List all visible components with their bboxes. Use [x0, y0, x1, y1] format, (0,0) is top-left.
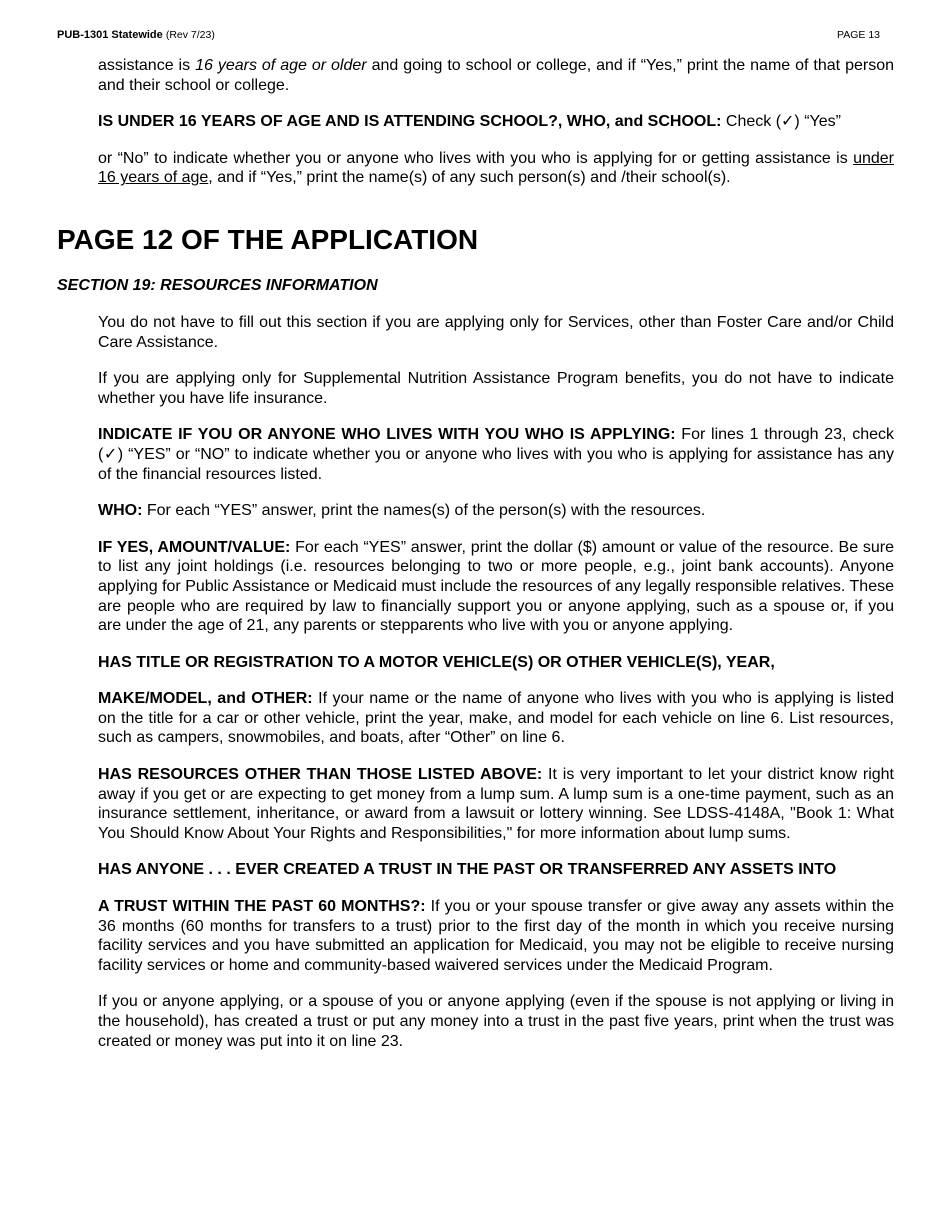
section-paragraph-1: You do not have to fill out this section if you are applying only for Services, other than Foster Care and/or Child Care Assistance.	[98, 313, 894, 351]
section-title: SECTION 19: RESOURCES INFORMATION	[57, 276, 378, 294]
intro-block	[98, 56, 894, 188]
section-paragraph-4: WHO: For each “YES” answer, print the names(s) of the person(s) with the resources.	[98, 502, 706, 520]
page-number: PAGE 13	[837, 29, 880, 41]
intro-paragraph-2: IS UNDER 16 YEARS OF AGE AND IS ATTENDING SCHOOL?, WHO, and SCHOOL: Check (✓) “Yes”	[98, 113, 841, 131]
section-paragraph-8: HAS RESOURCES OTHER THAN THOSE LISTED ABOVE: It is very important to let your district know right away if you get or are expecting to get money from a lump sum. A lump sum is a one-time payment, such as an insurance settlement, inheritance, or award from a lawsuit or lottery winning. See LDSS-4148A, "Book 1: What You Should Know About Your Rights and Responsibilities," for more information about lump sums.	[98, 766, 894, 842]
revision: (Rev 7/23)	[165, 29, 215, 41]
form-id: PUB-1301 Statewide	[57, 29, 163, 41]
vehicle-heading: HAS TITLE OR REGISTRATION TO A MOTOR VEHICLE(S) OR OTHER VEHICLE(S), YEAR,	[98, 653, 775, 671]
page-title: PAGE 12 OF THE APPLICATION	[57, 223, 479, 255]
section-body	[98, 313, 894, 1051]
page-header	[57, 27, 880, 43]
section-paragraph-3: INDICATE IF YOU OR ANYONE WHO LIVES WITH YOU WHO IS APPLYING: For lines 1 through 23, check (✓) “YES” or “NO” to indicate whether you or anyone who lives with you who is applying for assistance has any of the financial resources listed.	[98, 426, 895, 483]
intro-paragraph-3: or “No” to indicate whether you or anyone who lives with you who is applying for or getting assistance is under 16 years of age, and if “Yes,” print the name(s) of any such person(s) and /their school(s).	[98, 149, 894, 187]
section-paragraph-10: A TRUST WITHIN THE PAST 60 MONTHS?: If you or your spouse transfer or give away any assets within the 36 months (60 months for transfers to a trust) prior to the first day of the month in which you receive nursing facility services and you have submitted an application for Medicaid, you may not be eligible to receive nursing facility services or home and community-based waivered services under the Medicaid Program.	[98, 898, 895, 974]
section-paragraph-5: IF YES, AMOUNT/VALUE: For each “YES” answer, print the dollar ($) amount or value of the resource. Be sure to list any joint holdings (i.e. resources belonging to two or more people, e.g., joint bank accounts). Anyone applying for Public Assistance or Medicaid must include the resources of any legally responsible relatives. These are people who are required by law to financially support you or anyone applying, such as a spouse or, if you are under the age of 21, any parents or stepparents who live with you or anyone applying.	[98, 538, 894, 635]
page-content	[0, 56, 950, 1051]
section-paragraph-11: If you or anyone applying, or a spouse of you or anyone applying (even if the spouse is not applying or living in the household), has created a trust or put any money into a trust in the past five years, print when the trust was created or money was put into it on line 23.	[98, 993, 894, 1050]
section-paragraph-2: If you are applying only for Supplemental Nutrition Assistance Program benefits, you do not have to indicate whether you have life insurance.	[98, 370, 894, 407]
intro-paragraph-1: assistance is 16 years of age or older and going to school or college, and if “Yes,” print the name of that person and their school or college.	[98, 57, 894, 94]
section-paragraph-7: MAKE/MODEL, and OTHER: If your name or the name of anyone who lives with you who is applying is listed on the title for a car or other vehicle, print the year, make, and model for each vehicle on line 6. List resources, such as campers, snowmobiles, and boats, after “Other” on line 6.	[98, 690, 894, 747]
trust-heading: HAS ANYONE . . . EVER CREATED A TRUST IN THE PAST OR TRANSFERRED ANY ASSETS INTO	[98, 861, 837, 879]
